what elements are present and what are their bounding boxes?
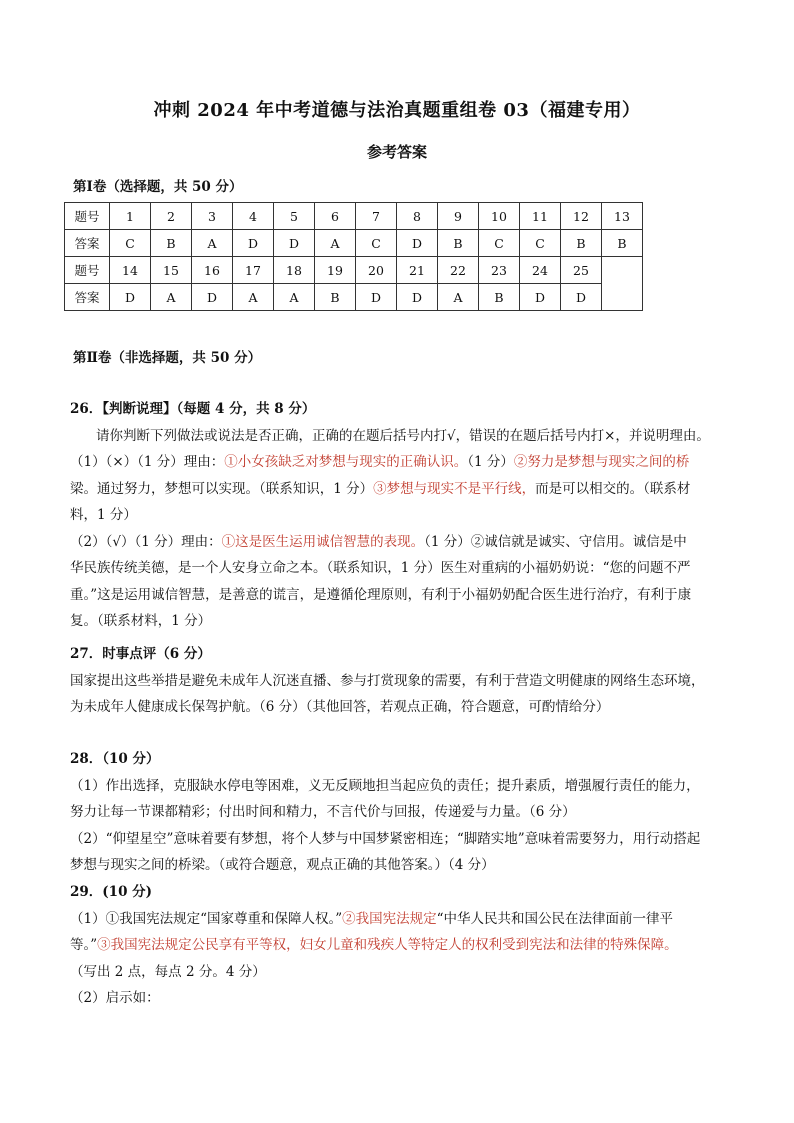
answer-cell: B xyxy=(561,230,602,257)
answer-cell: A xyxy=(438,284,479,311)
table-row xyxy=(65,284,643,311)
question-27 xyxy=(70,641,730,721)
answer-line xyxy=(70,529,730,556)
question-number: 15 xyxy=(151,257,192,284)
answer-line: 重。”这是运用诚信智慧，是善意的谎言，是遵循伦理原则，有利于小福奶奶配合医生进行治疗，有利于康 xyxy=(70,586,692,603)
question-intro: 请你判断下列做法或说法是否正确，正确的在题后括号内打√，错误的在题后括号内打×，并说明理由。 xyxy=(96,427,710,444)
question-number: 9 xyxy=(438,203,479,230)
answer-cell: D xyxy=(397,230,438,257)
question-number: 5 xyxy=(274,203,315,230)
question-number: 17 xyxy=(233,257,274,284)
question-number: 2 xyxy=(151,203,192,230)
question-number: 20 xyxy=(356,257,397,284)
answer-line: 料，1 分） xyxy=(70,507,137,523)
answer-key-point: ①小女孩缺乏对梦想与现实的正确认识。 xyxy=(224,454,468,470)
question-number: 1 xyxy=(110,203,151,230)
answer-key-point: ②努力是梦想与现实之间的桥 xyxy=(513,454,690,470)
row-label: 题号 xyxy=(65,257,110,284)
answer-cell: B xyxy=(151,230,192,257)
answer-line: 为未成年人健康成长保驾护航。（6 分）（其他回答，若观点正确，符合题意，可酌情给分） xyxy=(70,699,610,715)
answer-cell: D xyxy=(520,284,561,311)
answer-cell: B xyxy=(315,284,356,311)
answer-cell: B xyxy=(479,284,520,311)
question-number: 25 xyxy=(561,257,602,284)
answer-key-point: ①这是医生运用诚信智慧的表现。 xyxy=(221,533,425,550)
row-label: 题号 xyxy=(65,203,110,230)
answer-cell: C xyxy=(479,230,520,257)
answer-text: （2）（√）（1 分）理由： xyxy=(70,533,222,550)
question-number: 14 xyxy=(110,257,151,284)
answer-cell: A xyxy=(151,284,192,311)
question-number: 22 xyxy=(438,257,479,284)
answer-cell: C xyxy=(520,230,561,257)
answer-key-point: ③梦想与现实不是平行线， xyxy=(373,480,536,497)
question-number: 11 xyxy=(520,203,561,230)
answer-key-point: ②我国宪法规定 xyxy=(342,910,437,927)
answer-line: 华民族传统美德，是一个人安身立命之本。（联系知识，1 分）医生对重病的小福奶奶说：“您的问题不严 xyxy=(70,560,691,576)
answer-line: 国家提出这些举措是避免未成年人沉迷直播、参与打赏现象的需要，有利于营造文明健康的网络生态环境， xyxy=(70,672,705,689)
answer-text: （1）（×）（1 分）理由： xyxy=(70,454,225,470)
question-number: 3 xyxy=(192,203,233,230)
question-heading: 27．时事点评（6 分） xyxy=(70,646,211,662)
question-29 xyxy=(70,879,730,1012)
answer-cell: D xyxy=(356,284,397,311)
question-28 xyxy=(70,746,730,879)
question-number: 21 xyxy=(397,257,438,284)
answer-cell: A xyxy=(315,230,356,257)
answer-cell: D xyxy=(274,230,315,257)
answer-cell: D xyxy=(233,230,274,257)
question-number: 13 xyxy=(602,203,643,230)
answer-line xyxy=(70,449,730,476)
question-26 xyxy=(70,396,730,635)
question-number: 10 xyxy=(479,203,520,230)
page-title: 冲刺 2024 年中考道德与法治真题重组卷 03（福建专用） xyxy=(153,100,641,121)
question-number: 16 xyxy=(192,257,233,284)
answer-cell: D xyxy=(192,284,233,311)
answer-cell: A xyxy=(233,284,274,311)
question-number: 23 xyxy=(479,257,520,284)
page-subtitle: 参考答案 xyxy=(366,143,427,161)
answer-cell: D xyxy=(110,284,151,311)
answer-line: 复。（联系材料，1 分） xyxy=(70,613,212,629)
answer-cell: C xyxy=(110,230,151,257)
table-row xyxy=(65,203,643,230)
answer-text: 等。” xyxy=(70,937,98,953)
answer-cell: B xyxy=(602,230,643,257)
answer-line: （2）启示如： xyxy=(70,990,160,1006)
question-number: 12 xyxy=(561,203,602,230)
answer-cell: A xyxy=(274,284,315,311)
question-number: 24 xyxy=(520,257,561,284)
row-label: 答案 xyxy=(65,284,110,311)
question-number: 19 xyxy=(315,257,356,284)
answer-line: （写出 2 点，每点 2 分。4 分） xyxy=(70,963,266,980)
answer-line xyxy=(70,476,730,503)
answer-line: 梦想与现实之间的桥梁。（或符合题意，观点正确的其他答案。）（4 分） xyxy=(70,857,495,873)
answer-cell: D xyxy=(561,284,602,311)
answer-line xyxy=(70,932,730,959)
section-1-heading: 第Ⅰ卷（选择题，共 50 分） xyxy=(73,179,243,195)
answer-text: 而是可以相交的。（联系材 xyxy=(535,480,691,497)
answer-line: （1）作出选择，克服缺水停电等困难，义无反顾地担当起应负的责任；提升素质，增强履行责任的能力， xyxy=(70,777,700,794)
section-2-heading: 第Ⅱ卷（非选择题，共 50 分） xyxy=(73,350,262,366)
answer-cell: B xyxy=(438,230,479,257)
answer-cell: C xyxy=(356,230,397,257)
answer-text: （1 分）②诚信就是诚实、守信用。诚信是中 xyxy=(424,533,687,550)
question-heading: 29．(10 分) xyxy=(70,884,153,900)
question-number: 6 xyxy=(315,203,356,230)
answer-key-point: 妇女儿童和残疾人等特定人的权利受到宪法和法律的特殊保障。 xyxy=(299,937,678,953)
question-number: 8 xyxy=(397,203,438,230)
answer-text: （1 分） xyxy=(467,454,514,470)
answer-text: “中华人民共和国公民在法律面前一律平 xyxy=(436,910,674,927)
answer-text: （1）①我国宪法规定“国家尊重和保障人权。” xyxy=(70,910,343,927)
answer-cell: D xyxy=(397,284,438,311)
empty-cell xyxy=(602,257,643,311)
question-number: 18 xyxy=(274,257,315,284)
row-label: 答案 xyxy=(65,230,110,257)
answer-line: 努力让每一节课都精彩；付出时间和精力，不言代价与回报，传递爱与力量。（6 分） xyxy=(70,804,576,820)
question-heading: 26．【判断说理】（每题 4 分，共 8 分） xyxy=(70,401,316,417)
question-number: 7 xyxy=(356,203,397,230)
answer-key-point: ③我国宪法规定公民享有平等权， xyxy=(97,937,300,953)
answer-table xyxy=(64,202,643,311)
answer-line xyxy=(70,906,730,933)
table-row xyxy=(65,257,643,284)
answer-text: 梁。通过努力，梦想可以实现。（联系知识，1 分） xyxy=(70,480,374,497)
answer-line: （2）“仰望星空”意味着要有梦想，将个人梦与中国梦紧密相连；“脚踏实地”意味着需要努力，用行动搭起 xyxy=(70,830,701,847)
table-row xyxy=(65,230,643,257)
answer-cell: A xyxy=(192,230,233,257)
question-number: 4 xyxy=(233,203,274,230)
question-heading: 28．（10 分） xyxy=(70,751,160,767)
